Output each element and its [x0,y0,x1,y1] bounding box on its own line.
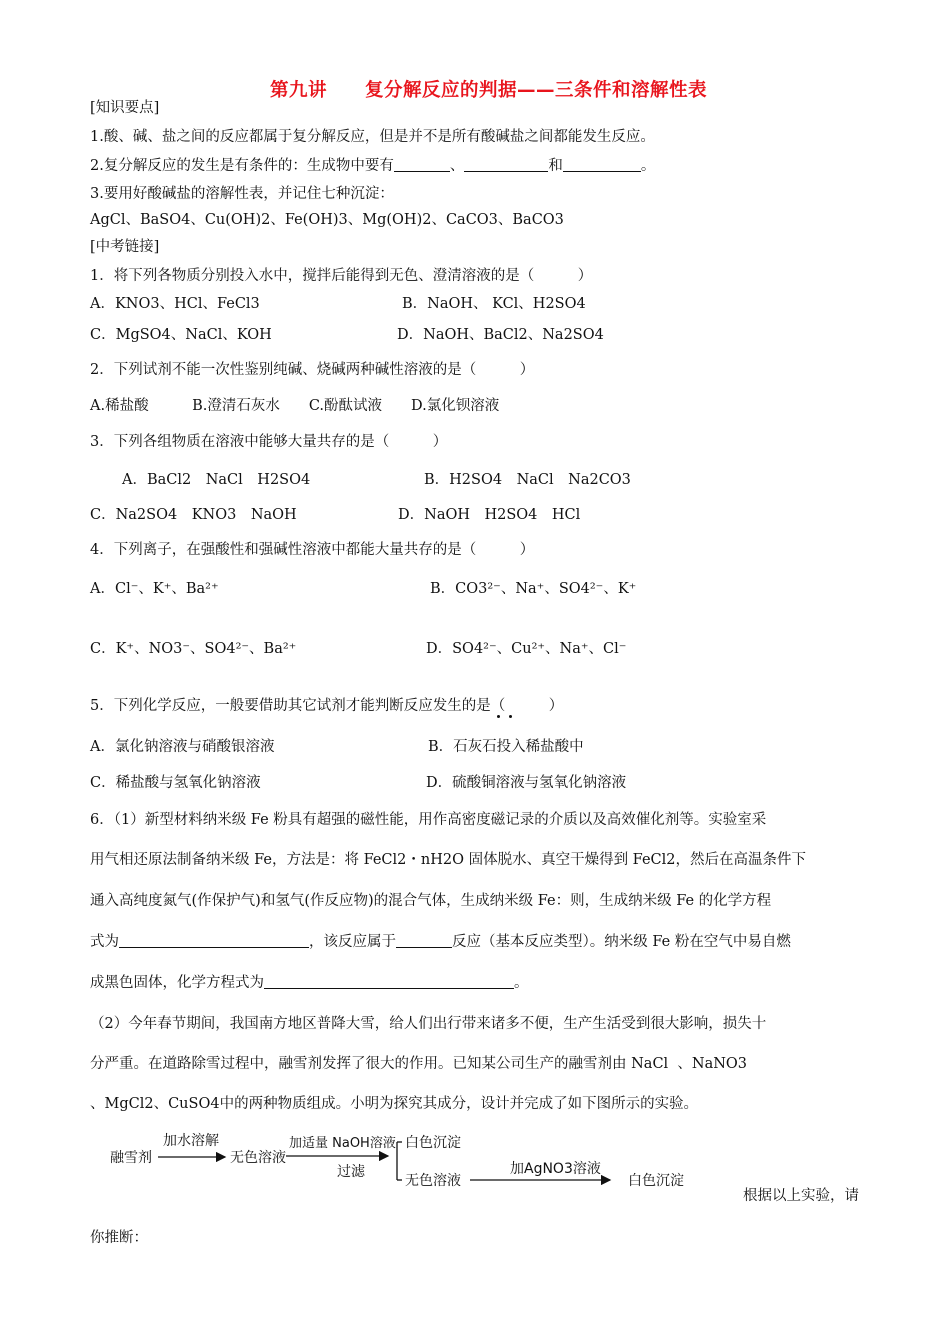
flow-step2-label: 加适量 NaOH溶液 [289,1136,396,1151]
flow-solution2: 无色溶液 [405,1173,461,1189]
question-1-option-c: C．MgSO4、NaCl、KOH [90,327,272,343]
answer-blank-combustion-equation[interactable] [264,974,514,989]
precipitate-list: AgCl、BaSO4、Cu(OH)2、Fe(OH)3、Mg(OH)2、CaCO3、BaCO3 [90,212,564,228]
emphasis-dot [497,715,500,718]
knowledge-point-3: 3.要用好酸碱盐的溶解性表，并记住七种沉淀： [90,186,394,202]
flow-step2-filter-label: 过滤 [337,1164,365,1180]
experiment-flowchart [108,1130,708,1190]
question-6-line-2: 用气相还原法制备纳米级 Fe，方法是：将 FeCl2・nH2O 固体脱水、真空干燥得到 FeCl2，然后在高温条件下 [90,852,806,868]
question-6-line-3: 通入高纯度氮气(作保护气)和氢气(作反应物)的混合气体，生成纳米级 Fe：则，生成纳米级 Fe 的化学方程 [90,893,772,909]
question-5-option-d: D．硫酸铜溶液与氢氧化钠溶液 [426,775,627,791]
answer-blank-1[interactable] [394,157,450,172]
conclusion-prompt-2: 你推断： [90,1230,148,1246]
page-title: 第九讲 复分解反应的判据——三条件和溶解性表 [270,80,708,101]
question-5-option-a: A．氯化钠溶液与硝酸银溶液 [90,739,275,755]
flow-step3-label: 加AgNO3溶液 [510,1161,601,1177]
flow-solution1: 无色溶液 [230,1150,286,1166]
question-1-option-d: D．NaOH、BaCl2、Na2SO4 [397,327,604,343]
question-5-option-b: B．石灰石投入稀盐酸中 [428,739,584,755]
flow-precipitate2: 白色沉淀 [628,1173,684,1189]
flow-precipitate1: 白色沉淀 [405,1135,461,1151]
answer-blank-reaction-type[interactable] [396,933,452,948]
conclusion-prompt-1: 根据以上实验，请 [743,1188,859,1204]
knowledge-point-1: 1.酸、碱、盐之间的反应都属于复分解反应，但是并不是所有酸碱盐之间都能发生反应。 [90,129,655,145]
question-4: 4．下列离子，在强酸性和强碱性溶液中都能大量共存的是（ ） [90,542,535,558]
question-6-line-4: 式为 ，该反应属于 反应（基本反应类型）。纳米级 Fe 粉在空气中易自燃 [90,934,791,950]
question-3-option-d: D．NaOH H2SO4 HCl [398,507,581,523]
question-4-option-b: B．CO3²⁻、Na⁺、SO4²⁻、K⁺ [430,581,637,597]
question-6-line-5: 成黑色固体，化学方程式为 。 [90,975,529,991]
question-3: 3．下列各组物质在溶液中能够大量共存的是（ ） [90,434,448,450]
question-4-option-a: A．Cl⁻、K⁺、Ba²⁺ [90,581,219,597]
answer-blank-equation[interactable] [119,933,309,948]
question-3-option-c: C．Na2SO4 KNO3 NaOH [90,507,297,523]
question-1-option-a: A．KNO3、HCl、FeCl3 [90,296,260,312]
flow-step1-label: 加水溶解 [163,1133,219,1149]
flow-start-snowmelt: 融雪剂 [110,1150,152,1166]
question-6-part2-line-3: 、MgCl2、CuSO4中的两种物质组成。小明为探究其成分，设计并完成了如下图所示的实验。 [90,1096,699,1112]
question-2: 2．下列试剂不能一次性鉴别纯碱、烧碱两种碱性溶液的是（ ） [90,362,535,378]
section-heading-knowledge: [知识要点] [90,100,160,116]
question-1-option-b: B．NaOH、 KCl、H2SO4 [402,296,586,312]
question-6-line-1: 6．（1）新型材料纳米级 Fe 粉具有超强的磁性能，用作高密度磁记录的介质以及高效催化剂等。实验室采 [90,812,767,828]
answer-blank-2[interactable] [464,157,548,172]
question-3-option-b: B．H2SO4 NaCl Na2CO3 [424,472,631,488]
question-1: 1．将下列各物质分别投入水中，搅拌后能得到无色、澄清溶液的是（ ） [90,268,593,284]
question-3-option-a: A．BaCl2 NaCl H2SO4 [122,472,311,488]
section-heading-exam: [中考链接] [90,239,160,255]
question-2-options: A.稀盐酸 B.澄清石灰水 C.酚酞试液 D.氯化钡溶液 [90,398,500,414]
answer-blank-3[interactable] [563,157,641,172]
knowledge-point-2: 2.复分解反应的发生是有条件的：生成物中要有 、 和 。 [90,158,656,174]
question-6-part2-line-1: （2）今年春节期间，我国南方地区普降大雪，给人们出行带来诸多不便，生产生活受到很大影响，损失十 [90,1016,767,1032]
question-5-option-c: C．稀盐酸与氢氧化钠溶液 [90,775,261,791]
question-4-option-d: D．SO4²⁻、Cu²⁺、Na⁺、Cl⁻ [426,641,627,657]
emphasis-dot [509,715,512,718]
question-6-part2-line-2: 分严重。在道路除雪过程中，融雪剂发挥了很大的作用。已知某公司生产的融雪剂由 NaCl 、NaNO3 [90,1056,748,1072]
question-4-option-c: C．K⁺、NO3⁻、SO4²⁻、Ba²⁺ [90,641,297,657]
question-5: 5．下列化学反应，一般要借助其它试剂才能判断反应发生的是（ ） [90,698,564,714]
